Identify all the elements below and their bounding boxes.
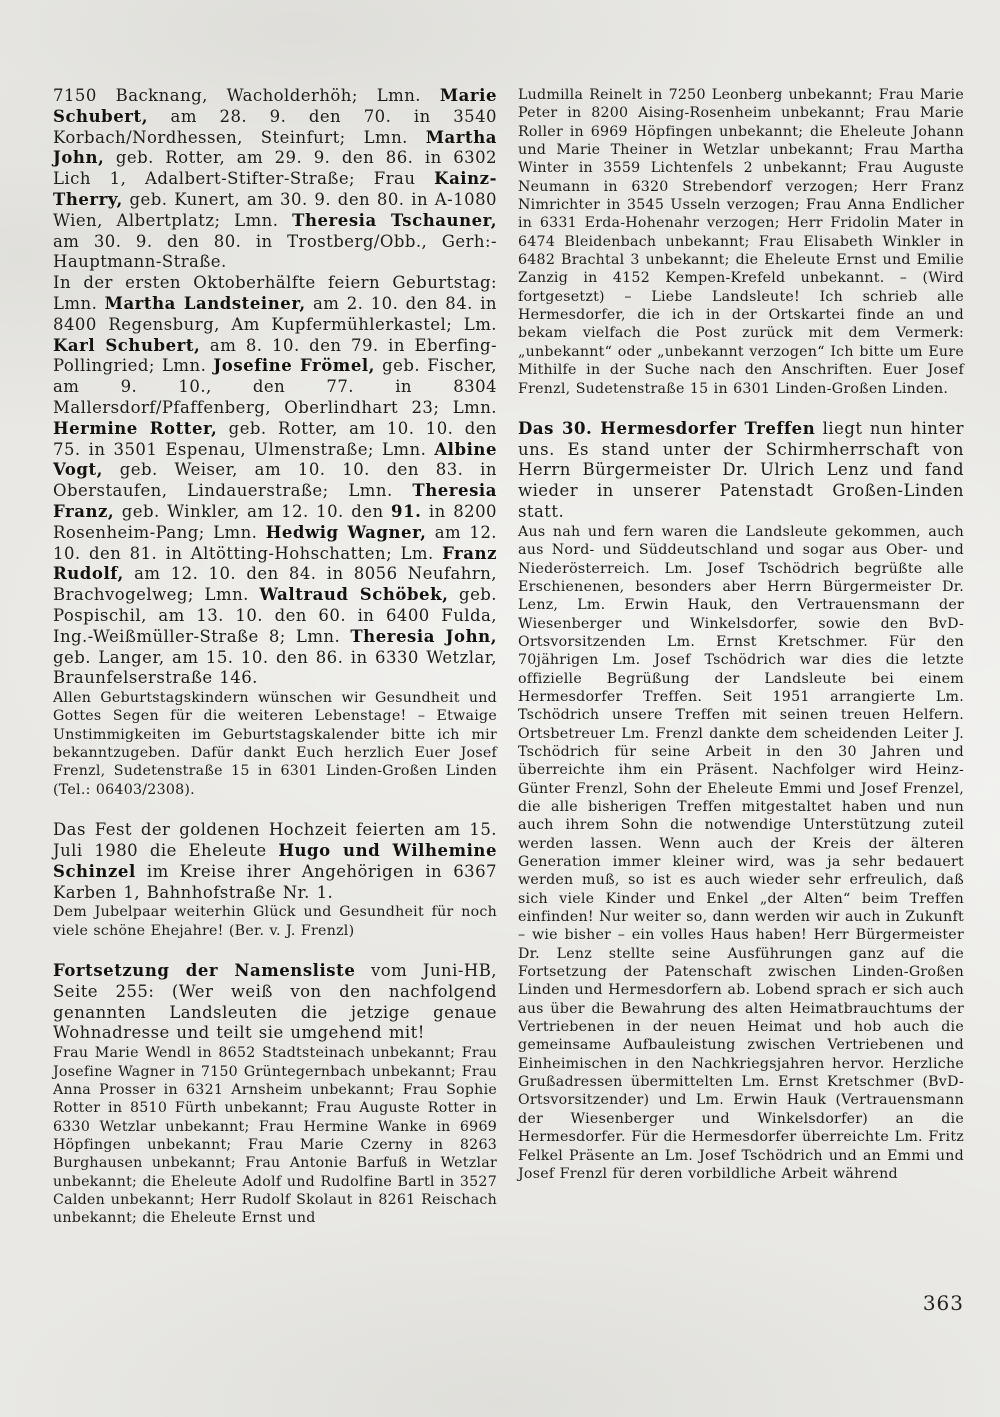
bold-text-run: Franz Rudolf, [53,543,497,584]
page-number: 363 [922,1291,964,1315]
bold-text-run: Fortsetzung der Namensliste [53,961,356,981]
text-run: geb. Rotter, am 10. 10. den 75. in 3501 Espenau, Ulmenstraße; Lmn. [53,418,497,459]
names-list-part1 [53,1044,497,1227]
names-list-heading [53,961,497,1044]
text-run: geb. Pospischil, am 13. 10. den 60. in 6400 Fulda, Ing.-Weißmüller-Straße 8; Lmn. [53,585,497,646]
treffen-heading [518,419,964,523]
text-run: am 2. 10. den 84. in 8400 Regensburg, Am Kupfermühlerkastel; Lm. [53,293,497,334]
golden-wedding-note [53,903,497,940]
names-list-part2 [518,86,964,398]
text-run: Ludmilla Reinelt in 7250 Leonberg unbekannt; Frau Marie Peter in 8200 Aising-Rosenheim unbekannt; Frau Marie Roller in 6969 Höpfingen unbekannt; die Eheleute Johann und Marie Theiner in Wetzlar unbekannt; Frau Martha Winter in 3559 Lichtenfels 2 unbekannt; Frau Auguste Neumann in 6320 Strebendorf verzogen; Herr Franz Nimrichter in 3545 Usseln verzogen; Frau Anna Endlicher in 6331 Erda-Hohenahr verzogen; Herr Fridolin Mater in 6474 Bleidenbach unbekannt; Frau Elisabeth Winkler in 6482 Brachtal 3 unbekannt; die Eheleute Ernst und Emilie Zanzig in 4152 Kempen-Krefeld unbekannt. – (Wird fortgesetzt) – Liebe Landsleute! Ich schrieb alle Hermesdorfer, die ich in der Ortskartei finde an und bekam vielfach die Post zurück mit dem Vermerk: „unbekannt“ oder „unbekannt verzogen“ Ich bitte um Eure Mithilfe in der Suche nach den Anschriften. Euer Josef Frenzl, Sudetenstraße 15 in 6301 Linden-Großen Linden. [518,87,964,397]
text-run: Frau Marie Wendl in 8652 Stadtsteinach unbekannt; Frau Josefine Wagner in 7150 Grüntegernbach unbekannt; Frau Anna Prosser in 6321 Arnsheim unbekannt; Frau Sophie Rotter in 8510 Fürth unbekannt; Frau Auguste Rotter in 6330 Wetzlar unbekannt; Frau Hermine Wanke in 6969 Höpfingen unbekannt; Frau Marie Czerny in 8263 Burghausen unbekannt; Frau Antonie Barfuß in Wetzlar unbekannt; die Eheleute Adolf und Rudolfine Bartl in 3527 Calden unbekannt; Herr Rudolf Skolaut in 8261 Reischach unbekannt; die Eheleute Ernst und [53,1045,497,1227]
bold-text-run: 91. [391,501,422,521]
text-run: 7150 Backnang, Wacholderhöh; Lmn. [53,86,440,105]
bold-text-run: Theresia John, [350,626,497,646]
text-run: Allen Geburtstagskindern wünschen wir Gesundheit und Gottes Segen für die weiteren Lebenstage! – Etwaige Unstimmigkeiten im Geburtstagskalender bitte ich mir bekanntzugeben. Dafür dankt Euch herzlich Euer Josef Frenzl, Sudetenstraße 15 in 6301 Linden-Großen Linden (Tel.: 06403/2308). [53,690,497,798]
text-run: am 8. 10. den 79. in Eberfing-Pollingried; Lmn. [53,335,497,376]
bold-text-run: Theresia Tschauner, [292,210,497,230]
text-run: in 8200 Rosenheim-Pang; Lmn. [53,501,497,542]
treffen-report [518,523,964,1183]
bold-text-run: Marie Schubert, [53,86,497,126]
bold-text-run: Das 30. Hermesdorfer Treffen [518,418,816,438]
text-run: am 28. 9. den 70. in 3540 Korbach/Nordhessen, Steinfurt; Lmn. [53,106,497,147]
bold-text-run: Waltraud Schöbek, [259,585,449,605]
october-birthdays [53,273,497,689]
text-run: geb. Winkler, am 12. 10. den [114,501,392,521]
text-run: In der ersten Oktoberhälfte feiern Geburtstag: Lmn. [53,273,497,313]
text-run: am 12. 10. den 84. in 8056 Neufahrn, Brachvogelweg; Lmn. [53,564,497,605]
september-birthdays-continued [53,86,497,273]
bold-text-run: Martha Landsteiner, [104,293,306,313]
text-run: geb. Langer, am 15. 10. den 86. in 6330 Wetzlar, Braunfelserstraße 146. [53,647,497,688]
text-run: im Kreise ihrer Angehörigen in 6367 Karben 1, Bahnhofstraße Nr. 1. [53,861,497,902]
bold-text-run: Josefine Frömel, [213,356,375,376]
birthday-wishes-note [53,689,497,799]
text-run: geb. Rotter, am 29. 9. den 86. in 6302 Lich 1, Adalbert-Stifter-Straße; Frau [53,148,497,189]
text-run: Das Fest der goldenen Hochzeit feierten am 15. Juli 1980 die Eheleute [53,820,497,860]
golden-wedding [53,820,497,903]
bold-text-run: Hugo und Wilhemine Schinzel [53,840,497,881]
text-run: vom Juni-HB, Seite 255: (Wer weiß von den nachfolgend genannten Landsleuten die jetzige genaue Wohnadresse und teilt sie umgehend mit! [53,961,497,1043]
text-run: liegt nun hinter uns. Es stand unter der Schirmherrschaft von Herrn Bürgermeister Dr. Ulrich Lenz und fand wieder in unserer Patenstadt Großen-Linden statt. [518,418,965,522]
right-column [518,86,964,1183]
text-run: Dem Jubelpaar weiterhin Glück und Gesundheit für noch viele schöne Ehejahre! (Ber. v. J. Frenzl) [53,904,497,939]
bold-text-run: Martha John, [53,127,497,168]
text-run: geb. Fischer, am 9. 10., den 77. in 8304 Mallersdorf/Pfaffenberg, Oberlindhart 23; Lmn. [53,356,497,417]
bold-text-run: Hedwig Wagner, [265,522,427,542]
text-run: Aus nah und fern waren die Landsleute gekommen, auch aus Nord- und Süddeutschland und sogar aus Ober- und Niederösterreich. Lm. Josef Tschödrich begrüßte alle Erschienenen, besonders aber Herrn Bürgermeister Dr. Lenz, Lm. Erwin Hauk, den Vertrauensmann der Wiesenberger und Winkelsdorfer, sowie den BvD-Ortsvorsitzenden Lm. Ernst Kretschmer. Für den 70jährigen Lm. Josef Tschödrich war dies die letzte offizielle Begrüßung der Landsleute bei einem Hermesdorfer Treffen. Seit 1951 arrangierte Lm. Tschödrich unsere Treffen mit seinen treuen Helfern. Ortsbetreuer Lm. Frenzl dankte dem scheidenden Leiter J. Tschödrich für seine Arbeit in den 30 Jahren und überreichte ihm ein Präsent. Nachfolger wird Heinz-Günter Frenzl, Sohn der Eheleute Emmi und Josef Frenzel, die alle bisherigen Treffen mitgestaltet haben und nun auch ihrem Sohn die notwendige Unterstützung zuteil werden lassen. Wenn auch der Kreis der älteren Generation immer kleiner wird, was ja sehr bedauert werden muß, so ist es auch wieder sehr erfreulich, daß sich viele Kinder und Enkel „der Alten“ beim Treffen einfinden! Nur weiter so, dann werden wir auch in Zukunft – wie bisher – ein volles Haus haben! Herr Bürgermeister Dr. Lenz stellte seine Ausführungen ganz auf die Fortsetzung der Patenschaft zwischen Linden-Großen Linden und Hermesdorfern ab. Lobend sprach er sich auch aus über die Bewahrung des alten Heimatbrauchtums der Vertriebenen in der neuen Heimat und hob auch die gemeinsame Aufbauleistung zwischen Vertriebenen und Einheimischen in den Nachkriegsjahren hervor. Herzliche Grußadressen übermittelten Lm. Ernst Kretschmer (BvD-Ortsvorsitzender) und Lm. Erwin Hauk (Vertrauensmann der Wiesenberger und Winkelsdorfer) an die Hermesdorfer. Für die Hermesdorfer überreichte Lm. Fritz Felkel Präsente an Lm. Josef Tschödrich und an Emmi und Josef Frenzl für deren vorbildliche Arbeit während [518,523,964,1182]
text-run: geb. Kunert, am 30. 9. den 80. in A-1080 Wien, Albertplatz; Lmn. [53,189,497,230]
left-column [53,86,497,1228]
text-run: geb. Weiser, am 10. 10. den 83. in Oberstaufen, Lindauerstraße; Lmn. [53,460,497,501]
text-run: am 30. 9. den 80. in Trostberg/Obb., Gerh:-Hauptmann-Straße. [53,231,497,272]
bold-text-run: Theresia Franz, [53,481,497,521]
bold-text-run: Kainz-Therry, [53,169,497,209]
bold-text-run: Hermine Rotter, [53,418,218,438]
text-run: am 12. 10. den 81. in Altötting-Hohschatten; Lm. [53,522,498,563]
bold-text-run: Albine Vogt, [53,439,497,480]
bold-text-run: Karl Schubert, [53,335,201,355]
